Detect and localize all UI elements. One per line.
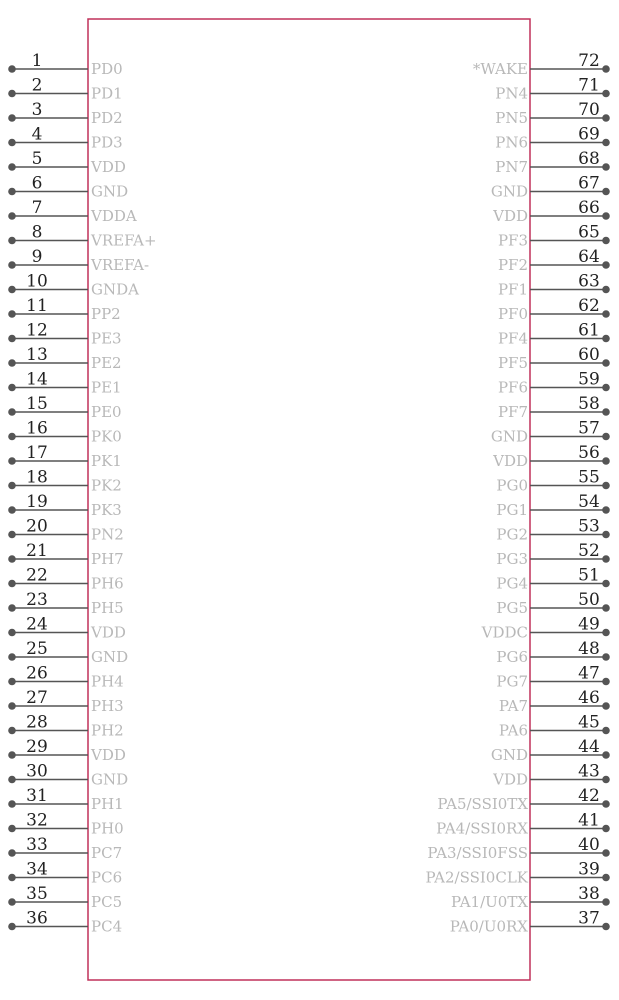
pin-3: [8, 100, 122, 127]
pin-name: PN5: [495, 109, 528, 127]
pin-39: [425, 860, 609, 887]
pin-name: *WAKE: [472, 60, 528, 78]
pin-name: VDD: [493, 770, 528, 789]
pin-dot: [602, 237, 610, 245]
pin-dot: [602, 580, 610, 588]
pin-number: 22: [26, 565, 48, 586]
pin-number: 68: [578, 149, 600, 169]
pin-number: 35: [26, 884, 48, 904]
pin-dot: [602, 874, 610, 882]
pin-dot: [8, 310, 16, 318]
pin-number: 3: [31, 100, 43, 120]
pin-number: 61: [578, 320, 600, 341]
pin-dot: [602, 531, 610, 539]
pin-48: [496, 639, 609, 666]
pin-dot: [8, 702, 16, 710]
pin-number: 41: [578, 810, 600, 831]
pin-dot: [602, 776, 610, 784]
pin-dot: [8, 580, 16, 588]
pin-number: 28: [26, 712, 48, 733]
pin-dot: [602, 139, 610, 147]
pin-41: [436, 811, 610, 838]
pin-name: GND: [91, 770, 129, 789]
pin-number: 13: [26, 345, 48, 365]
pin-dot: [8, 629, 16, 637]
pin-number: 5: [31, 149, 43, 169]
pin-number: 9: [31, 247, 43, 267]
pin-name: PN2: [91, 525, 124, 544]
pin-number: 33: [26, 835, 48, 855]
pin-number: 1: [31, 51, 43, 71]
pin-name: PH0: [91, 819, 124, 838]
pin-dot: [8, 237, 16, 245]
pin-43: [492, 762, 610, 789]
pin-dot: [8, 90, 16, 98]
pin-name: VREFA+: [91, 231, 157, 250]
pin-name: PD2: [91, 109, 123, 127]
pin-name: VDD: [91, 623, 126, 642]
pin-number: 63: [578, 271, 600, 292]
pin-8: [8, 223, 156, 250]
pin-24: [8, 615, 126, 642]
pin-name: PH1: [91, 795, 124, 813]
pin-name: VDD: [493, 452, 528, 470]
pin-name: GND: [490, 746, 528, 764]
pin-dot: [602, 678, 610, 686]
pin-dot: [8, 555, 16, 563]
pin-name: PC5: [91, 893, 123, 911]
pin-number: 7: [31, 198, 43, 218]
pin-name: PD1: [91, 84, 123, 103]
pin-dot: [602, 188, 610, 196]
pin-name: PK1: [91, 452, 122, 470]
pin-dot: [8, 678, 16, 686]
pin-number: 54: [578, 492, 600, 512]
pin-name: PF5: [497, 354, 528, 372]
pin-dot: [602, 212, 610, 220]
pin-name: PH5: [91, 599, 124, 617]
pin-name: PA3/SSI0FSS: [427, 844, 528, 862]
pin-dot: [602, 163, 610, 171]
pin-dot: [8, 751, 16, 759]
pin-name: PG0: [496, 476, 528, 495]
pin-name: PG2: [496, 525, 528, 544]
pin-name: PG7: [496, 672, 528, 691]
pin-number: 24: [26, 614, 48, 635]
pin-dot: [602, 286, 610, 294]
pin-28: [8, 713, 124, 740]
pin-number: 4: [31, 124, 43, 145]
pin-13: [8, 345, 121, 372]
pin-18: [8, 468, 122, 495]
pin-number: 43: [578, 761, 600, 782]
pin-2: [8, 76, 122, 103]
pin-number: 67: [578, 173, 600, 194]
pin-number: 48: [578, 639, 600, 659]
pin-dot: [8, 506, 16, 514]
pin-number: 15: [26, 394, 48, 414]
pin-57: [491, 419, 610, 446]
pin-58: [498, 394, 610, 421]
pin-54: [496, 492, 609, 519]
pin-72: [473, 51, 610, 78]
pin-name: PA6: [498, 721, 528, 740]
pin-20: [8, 517, 124, 544]
pin-number: 72: [578, 51, 600, 71]
pin-name: VDD: [91, 158, 126, 176]
pin-42: [437, 786, 609, 813]
pin-name: PG1: [496, 501, 528, 519]
pin-name: PH2: [91, 721, 124, 740]
pin-number: 8: [31, 222, 43, 243]
pin-number: 59: [578, 369, 600, 390]
pin-25: [8, 639, 128, 666]
pin-dot: [602, 923, 610, 931]
pin-dot: [602, 310, 610, 318]
pin-name: PH7: [91, 550, 124, 568]
pin-66: [492, 198, 610, 225]
pin-dot: [8, 408, 16, 416]
pin-name: PF3: [497, 231, 528, 250]
pin-name: PE0: [91, 403, 122, 421]
pin-dot: [602, 825, 610, 833]
pin-name: PK3: [91, 501, 122, 519]
pin-number: 11: [26, 296, 48, 316]
pin-name: GND: [91, 182, 129, 201]
pin-dot: [602, 335, 610, 343]
pin-dot: [8, 849, 16, 857]
pin-dot: [602, 90, 610, 98]
pin-62: [498, 296, 610, 323]
pin-number: 51: [578, 565, 600, 586]
pin-number: 44: [578, 737, 600, 757]
pin-dot: [8, 898, 16, 906]
pin-number: 66: [578, 198, 600, 218]
pin-name: PA5/SSI0TX: [437, 795, 528, 813]
pin-name: PH4: [91, 672, 124, 691]
pin-number: 58: [578, 394, 600, 414]
pin-27: [8, 688, 124, 715]
pin-61: [498, 321, 610, 348]
pin-name: PC4: [91, 917, 123, 936]
pin-number: 55: [578, 467, 600, 488]
pin-16: [8, 419, 122, 446]
pin-name: PF4: [497, 329, 528, 348]
pin-dot: [602, 727, 610, 735]
pin-dot: [8, 114, 16, 122]
pin-50: [496, 590, 609, 617]
pin-name: PF2: [497, 256, 528, 274]
pin-name: PA2/SSI0CLK: [425, 868, 528, 887]
pin-4: [8, 125, 122, 152]
left-pin-column: [8, 51, 156, 936]
pin-70: [495, 100, 610, 127]
pin-number: 47: [578, 663, 600, 684]
pin-dot: [602, 849, 610, 857]
pin-dot: [602, 555, 610, 563]
pin-32: [8, 811, 124, 838]
pin-dot: [602, 261, 610, 269]
pin-dot: [602, 114, 610, 122]
pin-dot: [602, 629, 610, 637]
pin-dot: [8, 457, 16, 465]
pin-dot: [8, 212, 16, 220]
pin-number: 6: [31, 173, 43, 194]
pin-name: GND: [490, 427, 528, 446]
pin-dot: [8, 261, 16, 269]
pin-dot: [8, 604, 16, 612]
pin-name: PG4: [496, 574, 528, 593]
pin-number: 64: [578, 247, 600, 267]
pin-number: 50: [578, 590, 600, 610]
pin-name: PC7: [91, 844, 123, 862]
pin-name: PD0: [91, 60, 123, 78]
pin-name: PG3: [496, 550, 528, 568]
pin-name: VDD: [493, 207, 528, 225]
pin-59: [498, 370, 610, 397]
pin-number: 30: [26, 761, 48, 782]
pin-number: 62: [578, 296, 600, 316]
pin-53: [496, 517, 609, 544]
pin-number: 45: [578, 712, 600, 733]
pin-dot: [8, 923, 16, 931]
pin-name: PE3: [91, 329, 122, 348]
pin-46: [499, 688, 610, 715]
pin-12: [8, 321, 121, 348]
pin-name: PN4: [495, 84, 528, 103]
pin-36: [8, 909, 122, 936]
pin-dot: [602, 65, 610, 73]
pin-dot: [8, 335, 16, 343]
pin-number: 16: [26, 418, 48, 439]
pin-name: PA7: [498, 697, 528, 715]
pin-23: [8, 590, 124, 617]
pin-6: [8, 174, 128, 201]
pin-5: [8, 149, 126, 176]
pin-name: PF0: [497, 305, 528, 323]
pin-name: PG5: [496, 599, 528, 617]
pin-52: [496, 541, 609, 568]
pin-number: 14: [26, 369, 48, 390]
pin-dot: [8, 65, 16, 73]
pin-63: [498, 272, 610, 299]
pin-number: 31: [26, 786, 48, 806]
pin-number: 29: [26, 737, 48, 757]
pin-dot: [8, 800, 16, 808]
pin-dot: [8, 433, 16, 441]
pin-number: 32: [26, 810, 48, 831]
pin-number: 56: [578, 443, 600, 463]
pin-dot: [8, 384, 16, 392]
pin-name: VDDA: [91, 207, 137, 225]
pin-dot: [602, 653, 610, 661]
pin-name: PF1: [497, 280, 528, 299]
pin-29: [8, 737, 126, 764]
pin-dot: [8, 653, 16, 661]
pin-14: [8, 370, 121, 397]
pin-number: 18: [26, 467, 48, 488]
pin-49: [481, 615, 610, 642]
pin-name: PH3: [91, 697, 124, 715]
pin-number: 21: [26, 541, 48, 561]
pin-dot: [8, 776, 16, 784]
pin-number: 52: [578, 541, 600, 561]
pin-name: PK2: [91, 476, 122, 495]
pin-name: PA4/SSI0RX: [436, 819, 528, 838]
pin-name: PN7: [495, 158, 528, 176]
pin-33: [8, 835, 122, 862]
pin-dot: [602, 506, 610, 514]
pin-30: [8, 762, 128, 789]
pin-number: 25: [26, 639, 48, 659]
pin-10: [8, 272, 139, 299]
pin-name: PP2: [91, 305, 121, 323]
pin-name: PE1: [91, 378, 122, 397]
pin-name: PC6: [91, 868, 123, 887]
pin-dot: [602, 604, 610, 612]
pin-number: 65: [578, 222, 600, 243]
pin-7: [8, 198, 137, 225]
pin-dot: [8, 188, 16, 196]
pin-number: 12: [26, 320, 48, 341]
pin-number: 36: [26, 908, 48, 929]
pin-number: 17: [26, 443, 48, 463]
pin-name: PN6: [495, 133, 528, 152]
pin-dot: [602, 702, 610, 710]
pin-number: 20: [26, 516, 48, 537]
pin-45: [499, 713, 610, 740]
pin-number: 49: [578, 614, 600, 635]
pin-dot: [602, 751, 610, 759]
pin-dot: [602, 898, 610, 906]
pin-67: [491, 174, 610, 201]
pin-dot: [8, 531, 16, 539]
pin-26: [8, 664, 124, 691]
pin-dot: [8, 359, 16, 367]
pin-number: 39: [578, 859, 600, 880]
pin-name: GND: [91, 648, 129, 666]
pin-1: [8, 51, 122, 78]
pin-number: 57: [578, 418, 600, 439]
pin-64: [498, 247, 610, 274]
pin-dot: [602, 482, 610, 490]
pin-number: 10: [26, 271, 48, 292]
pin-dot: [8, 727, 16, 735]
pin-name: PD3: [91, 133, 123, 152]
pin-44: [491, 737, 610, 764]
pin-15: [8, 394, 121, 421]
pin-51: [496, 566, 609, 593]
pin-name: PG6: [496, 648, 528, 666]
pin-dot: [602, 384, 610, 392]
pin-dot: [8, 139, 16, 147]
pin-number: 34: [26, 859, 48, 880]
pin-name: PF6: [497, 378, 528, 397]
pin-name: VREFA-: [91, 256, 150, 274]
pin-name: PH6: [91, 574, 124, 593]
pin-dot: [8, 482, 16, 490]
pin-dot: [8, 286, 16, 294]
pin-name: PE2: [91, 354, 122, 372]
pin-name: PA0/U0RX: [449, 917, 528, 936]
pin-name: GND: [490, 182, 528, 201]
pin-71: [495, 76, 610, 103]
pin-11: [8, 296, 121, 323]
pin-number: 2: [31, 75, 43, 96]
pin-name: PF7: [497, 403, 528, 421]
pin-number: 70: [578, 100, 600, 120]
pin-number: 42: [578, 786, 600, 806]
pin-number: 26: [26, 663, 48, 684]
pin-number: 23: [26, 590, 48, 610]
pin-22: [8, 566, 124, 593]
pin-number: 40: [578, 835, 600, 855]
pin-34: [8, 860, 122, 887]
pin-9: [8, 247, 149, 274]
pin-dot: [8, 825, 16, 833]
pin-name: GNDA: [91, 280, 139, 299]
pin-55: [496, 468, 609, 495]
pin-name: PA1/U0TX: [450, 893, 528, 911]
pin-name: PK0: [91, 427, 122, 446]
pin-47: [496, 664, 609, 691]
pin-dot: [602, 433, 610, 441]
pin-19: [8, 492, 122, 519]
pin-17: [8, 443, 122, 470]
pin-number: 53: [578, 516, 600, 537]
pin-69: [495, 125, 610, 152]
pin-dot: [602, 457, 610, 465]
pin-dot: [602, 359, 610, 367]
pin-number: 19: [26, 492, 48, 512]
pin-dot: [602, 800, 610, 808]
pin-65: [498, 223, 610, 250]
pin-number: 71: [578, 75, 600, 96]
pin-dot: [8, 163, 16, 171]
pin-number: 37: [578, 908, 600, 929]
pin-31: [8, 786, 124, 813]
pin-number: 60: [578, 345, 600, 365]
pin-21: [8, 541, 124, 568]
pin-68: [495, 149, 610, 176]
pin-name: VDD: [91, 746, 126, 764]
pin-name: VDDC: [481, 623, 528, 642]
pin-number: 69: [578, 124, 600, 145]
pin-dot: [8, 874, 16, 882]
pin-35: [8, 884, 122, 911]
pin-40: [427, 835, 609, 862]
pin-number: 38: [578, 884, 600, 904]
right-pin-column: [425, 51, 609, 936]
pin-60: [498, 345, 610, 372]
pin-number: 46: [578, 688, 600, 708]
pin-number: 27: [26, 688, 48, 708]
pin-56: [492, 443, 610, 470]
pin-dot: [602, 408, 610, 416]
